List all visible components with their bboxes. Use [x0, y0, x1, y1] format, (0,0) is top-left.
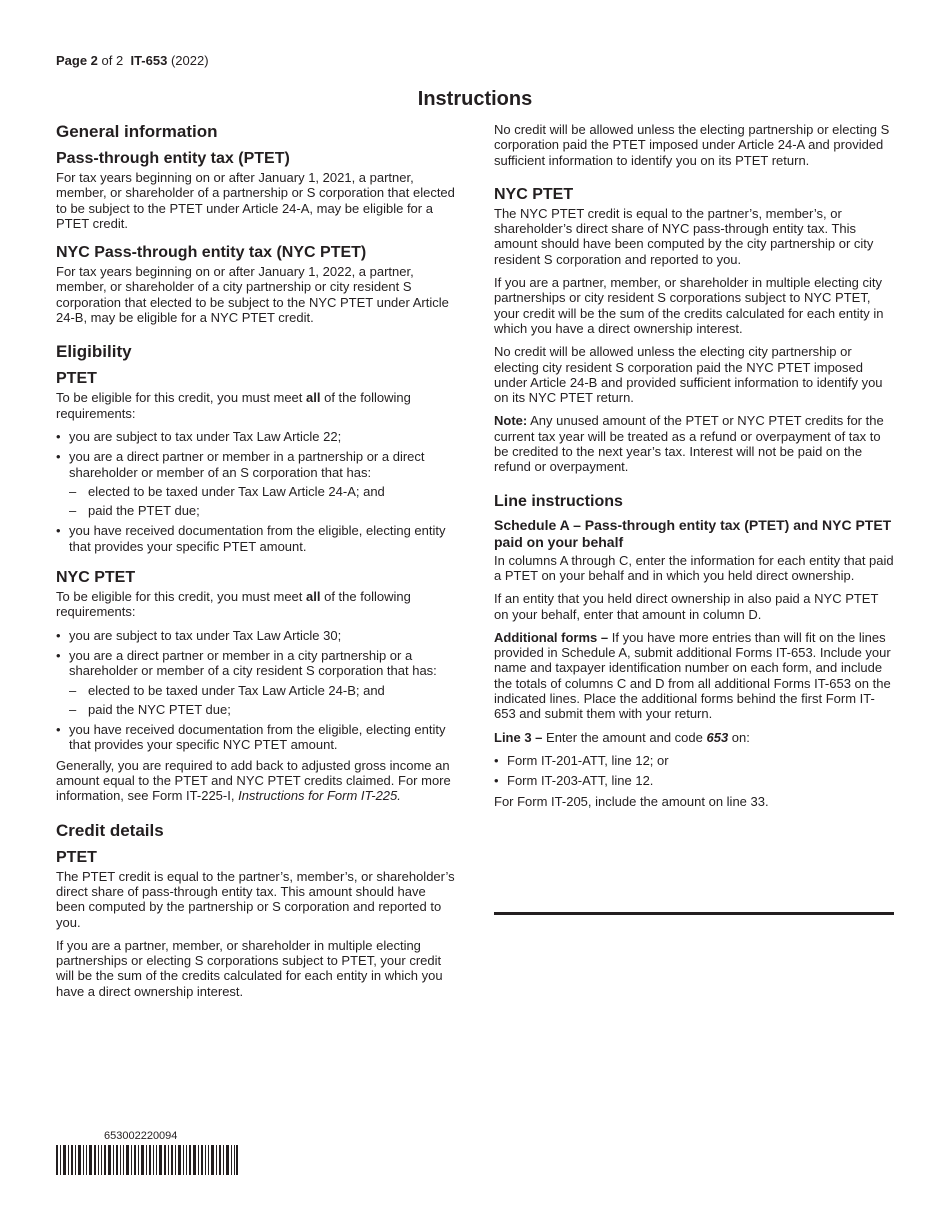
line-3-list: [494, 753, 896, 789]
note-paragraph: Note: Any unused amount of the PTET or NYC PTET credits for the current tax year will be treated as a refund or overpayment of tax to be credited to the next year’s tax. Interest will not be paid on the refund or overpayment.: [494, 413, 884, 475]
left-column: [56, 122, 456, 1007]
eligibility-nyc-intro: To be eligible for this credit, you must meet all of the following requirements:: [56, 589, 411, 620]
ptet-heading: Pass-through entity tax (PTET): [56, 150, 290, 167]
form-id: IT-653: [130, 53, 168, 68]
barcode-icon: [56, 1145, 238, 1175]
schedule-a-heading: Schedule A – Pass-through entity tax (PTET) and NYC PTET paid on your behalf: [494, 516, 892, 550]
no-credit-ptet-paragraph: No credit will be allowed unless the electing partnership or electing S corporation paid the PTET imposed under Article 24-A and provided sufficient information to identify you on its PTET return.: [494, 122, 890, 168]
eligibility-ptet-heading: PTET: [56, 370, 97, 388]
list-item: • you have received documentation from the eligible, electing entity that provides your specific PTET amount.: [56, 523, 456, 554]
sub-list: [69, 683, 456, 718]
list-item: • Form IT-201-ATT, line 12; or: [494, 753, 896, 768]
list-item: • you are subject to tax under Tax Law Article 22;: [56, 429, 456, 444]
sub-list: [69, 484, 456, 519]
form-year: (2022): [170, 53, 209, 68]
barcode-number: 653002220094: [104, 1130, 178, 1142]
list-item: • you are a direct partner or member in a city partnership or a shareholder or member of a city resident S corporation that has: – elected to be taxed under Tax Law Article 24-B; and – paid the NYC PTET due;: [56, 648, 456, 717]
eligibility-nyc-ptet-heading: NYC PTET: [56, 569, 136, 587]
nyc-ptet-paragraph-3: No credit will be allowed unless the electing city partnership or electing city resident S corporation paid the NYC PTET imposed under Article 24-B and provided sufficient information to identify you on its NYC PTET return.: [494, 344, 883, 406]
addback-paragraph: Generally, you are required to add back to adjusted gross income an amount equal to the PTET and NYC PTET credits claimed. For more information, see Form IT-225-I, Instructions for Form IT-225.: [56, 757, 451, 804]
page-number: Page 2: [56, 53, 98, 68]
list-item: • you are subject to tax under Tax Law Article 30;: [56, 628, 456, 643]
schedule-a-paragraph-1: In columns A through C, enter the information for each entity that paid a PTET on your behalf and in which you held direct ownership.: [494, 552, 894, 583]
additional-forms-paragraph: Additional forms – If you have more entries than will fit on the lines provided in Schedule A, submit additional Forms IT-653. Include your name and taxpayer identification number on each form, and include the totals of columns C and D from all additional Forms IT-653 on the indicated lines. Place the additional forms behind the first Form IT-653 and submit them with your return.: [494, 629, 891, 722]
nyc-ptet-credit-heading: NYC PTET: [494, 185, 574, 203]
sub-list-item: – elected to be taxed under Tax Law Article 24-A; and: [69, 484, 456, 499]
sub-list-item: – paid the PTET due;: [69, 503, 456, 518]
credit-details-heading: Credit details: [56, 820, 164, 840]
credit-ptet-paragraph-2: If you are a partner, member, or shareholder in multiple electing partnerships or electing S corporations subject to PTET, your credit will be the sum of the credits calculated for each entity in which you have a direct ownership interest.: [56, 937, 443, 999]
schedule-a-paragraph-2: If an entity that you held direct ownership in also paid a NYC PTET on your behalf, enter that amount in column D.: [494, 591, 879, 622]
page-count: of 2: [101, 53, 124, 68]
line-3-paragraph: Line 3 – Enter the amount and code 653 on:: [494, 729, 750, 745]
credit-ptet-heading: PTET: [56, 848, 97, 866]
section-divider: [494, 912, 894, 915]
page-title: Instructions: [417, 88, 533, 110]
list-item: • Form IT-203-ATT, line 12.: [494, 773, 896, 788]
eligibility-ptet-intro: To be eligible for this credit, you must meet all of the following requirements:: [56, 390, 411, 421]
page-header: [56, 53, 209, 68]
line-instructions-heading: Line instructions: [494, 492, 623, 510]
sub-list-item: – paid the NYC PTET due;: [69, 702, 456, 717]
list-item: • you have received documentation from the eligible, electing entity that provides your specific NYC PTET amount.: [56, 722, 456, 753]
eligibility-heading: Eligibility: [56, 342, 132, 362]
list-item: • you are a direct partner or member in a partnership or a direct shareholder or member of an S corporation that has: – elected to be taxed under Tax Law Article 24-A; and – paid the PTET due;: [56, 449, 456, 518]
nyc-ptet-paragraph-2: If you are a partner, member, or shareholder in multiple electing city partnerships or city resident S corporations subject to NYC PTET, your credit will be the sum of the credits calculated for each entity in which you have a direct ownership interest.: [494, 275, 884, 336]
credit-ptet-paragraph-1: The PTET credit is equal to the partner’s, member’s, or shareholder’s direct share of pass-through entity tax. This amount should have been computed by the partnership or S corporation and reported to you.: [56, 868, 455, 930]
nyc-ptet-paragraph-1: The NYC PTET credit is equal to the partner’s, member’s, or shareholder’s direct share of NYC pass-through entity tax. This amount should have been computed by the city partnership or city resident S corporation and reported to you.: [494, 205, 874, 267]
right-column: [494, 122, 896, 817]
it-205-paragraph: For Form IT-205, include the amount on line 33.: [494, 793, 769, 809]
eligibility-ptet-list: [56, 429, 456, 554]
eligibility-nyc-list: [56, 628, 456, 753]
general-information-heading: General information: [56, 122, 218, 141]
nyc-ptet-heading: NYC Pass-through entity tax (NYC PTET): [56, 244, 367, 262]
sub-list-item: – elected to be taxed under Tax Law Article 24-B; and: [69, 683, 456, 698]
nyc-ptet-paragraph: For tax years beginning on or after January 1, 2022, a partner, member, or shareholder of a city partnership or city resident S corporation that elected to be subject to the NYC PTET under Article 24-B, may be eligible for a NYC PTET credit.: [56, 264, 449, 326]
ptet-paragraph: For tax years beginning on or after January 1, 2021, a partner, member, or shareholder of a partnership or S corporation that elected to be subject to the PTET under Article 24-A, may be eligible for a PTET credit.: [56, 170, 455, 231]
